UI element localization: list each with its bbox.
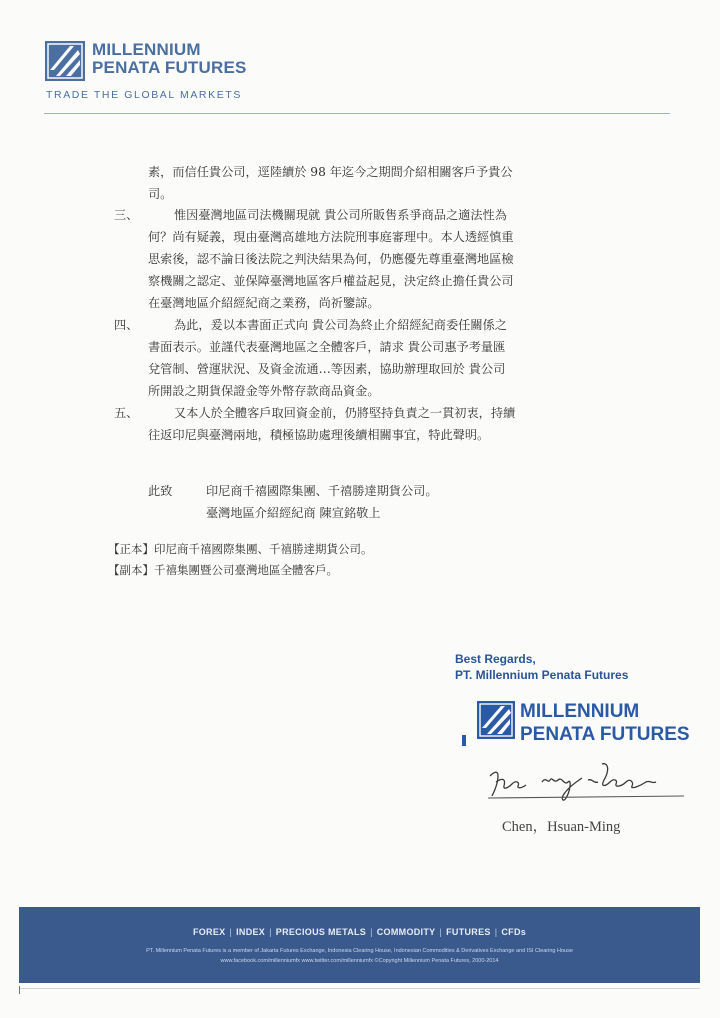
body-line: 素，而信任貴公司，逕陸續於 98 年迄今之期間介紹相關客戶予貴公 bbox=[148, 165, 513, 179]
footer-nav-item: COMMODITY bbox=[376, 927, 436, 937]
body-line: 察機關之認定、並保障臺灣地區客戶權益起見，決定終止擔任貴公司 bbox=[148, 274, 514, 288]
footer-links: www.facebook.com/millenniumfx www.twitter.com/millenniumfx ©Copyright Millennium Penata Futures, 2000-2014 bbox=[220, 958, 499, 964]
section-number: 三、 bbox=[114, 208, 139, 222]
footer-nav-item: CFDs bbox=[501, 927, 527, 937]
scan-edge-line bbox=[19, 988, 700, 989]
body-line: 司。 bbox=[148, 187, 173, 201]
company-tagline: TRADE THE GLOBAL MARKETS bbox=[46, 89, 242, 101]
footer-nav-item: PRECIOUS METALS bbox=[275, 927, 367, 937]
regards-text: Best Regards, bbox=[455, 652, 536, 666]
footer-separator: | bbox=[494, 927, 498, 937]
body-line: 為此，爰以本書面正式向 貴公司為終止介紹經紀商委任關係之 bbox=[174, 318, 507, 332]
header-divider bbox=[44, 113, 670, 114]
copy-recipient: 【副本】千禧集團暨公司臺灣地區全體客戶。 bbox=[108, 563, 338, 577]
footer-separator: | bbox=[269, 927, 272, 937]
body-line: 在臺灣地區介紹經紀商之業務，尚祈鑒諒。 bbox=[148, 296, 380, 310]
footer-nav-item: FOREX bbox=[192, 927, 226, 937]
scan-edge-tick bbox=[19, 986, 20, 994]
footer-band bbox=[19, 907, 700, 983]
regards-company: PT. Millennium Penata Futures bbox=[455, 668, 629, 682]
section-number: 五、 bbox=[114, 406, 139, 420]
logo-accent-mark bbox=[462, 735, 466, 746]
footer-separator: | bbox=[229, 927, 233, 937]
section-number: 四、 bbox=[114, 318, 139, 332]
body-line: 書面表示。並謹代表臺灣地區之全體客戶，請求 貴公司惠予考量匯 bbox=[148, 340, 506, 354]
original-recipient: 【正本】印尼商千禧國際集團、千禧勝達期貨公司。 bbox=[108, 542, 373, 556]
signature-logo-text bbox=[520, 700, 690, 746]
body-line: 何？尚有疑義，現由臺灣高雄地方法院刑事庭審理中。本人透經慎重 bbox=[148, 230, 514, 244]
body-line: 往返印尼與臺灣兩地，積極協助處理後續相關事宜，特此聲明。 bbox=[148, 428, 490, 442]
company-name bbox=[92, 41, 247, 77]
company-name-line2: PENATA FUTURES bbox=[92, 58, 247, 77]
footer-nav-item: FUTURES bbox=[446, 927, 491, 937]
footer-nav bbox=[19, 927, 700, 937]
handwritten-signature bbox=[484, 758, 690, 808]
body-line: 思索後，認不論日後法院之判決結果為何，仍應優先尊重臺灣地區檢 bbox=[148, 252, 514, 266]
body-line: 兌管制、營運狀況、及資金流通…等因素，協助辦理取回於 貴公司 bbox=[148, 362, 506, 376]
addressee: 印尼商千禧國際集團、千禧勝達期貨公司。 bbox=[206, 484, 438, 498]
footer-separator: | bbox=[439, 927, 443, 937]
signature-logo-line1: MILLENNIUM bbox=[520, 701, 640, 722]
footer-nav-item: INDEX bbox=[236, 927, 266, 937]
body-line: 又本人於全體客戶取回資金前，仍將堅持負責之一貫初衷，持續 bbox=[174, 406, 516, 420]
closing-label: 此致 bbox=[148, 484, 173, 498]
body-line: 惟因臺灣地區司法機關現就 貴公司所販售系爭商品之適法性為 bbox=[174, 208, 507, 222]
signature-logo-icon bbox=[476, 700, 516, 740]
sender-line: 臺灣地區介紹經紀商 陳宣銘敬上 bbox=[206, 506, 381, 520]
footer-separator: | bbox=[370, 927, 373, 937]
company-logo-icon bbox=[44, 40, 86, 82]
signature-logo-line2: PENATA FUTURES bbox=[520, 724, 690, 745]
body-line: 所開設之期貨保證金等外幣存款商品資金。 bbox=[148, 384, 380, 398]
company-name-line1: MILLENNIUM bbox=[92, 40, 201, 59]
signatory-name: Chen，Hsuan-Ming bbox=[502, 819, 621, 835]
footer-membership: PT. Millennium Penata Futures is a member of Jakarta Futures Exchange, Indonesia Clearing House, Indonesian Commodities & Derivatives Exchange and ISI Clearing House bbox=[146, 948, 573, 954]
signature-regards bbox=[455, 651, 628, 683]
